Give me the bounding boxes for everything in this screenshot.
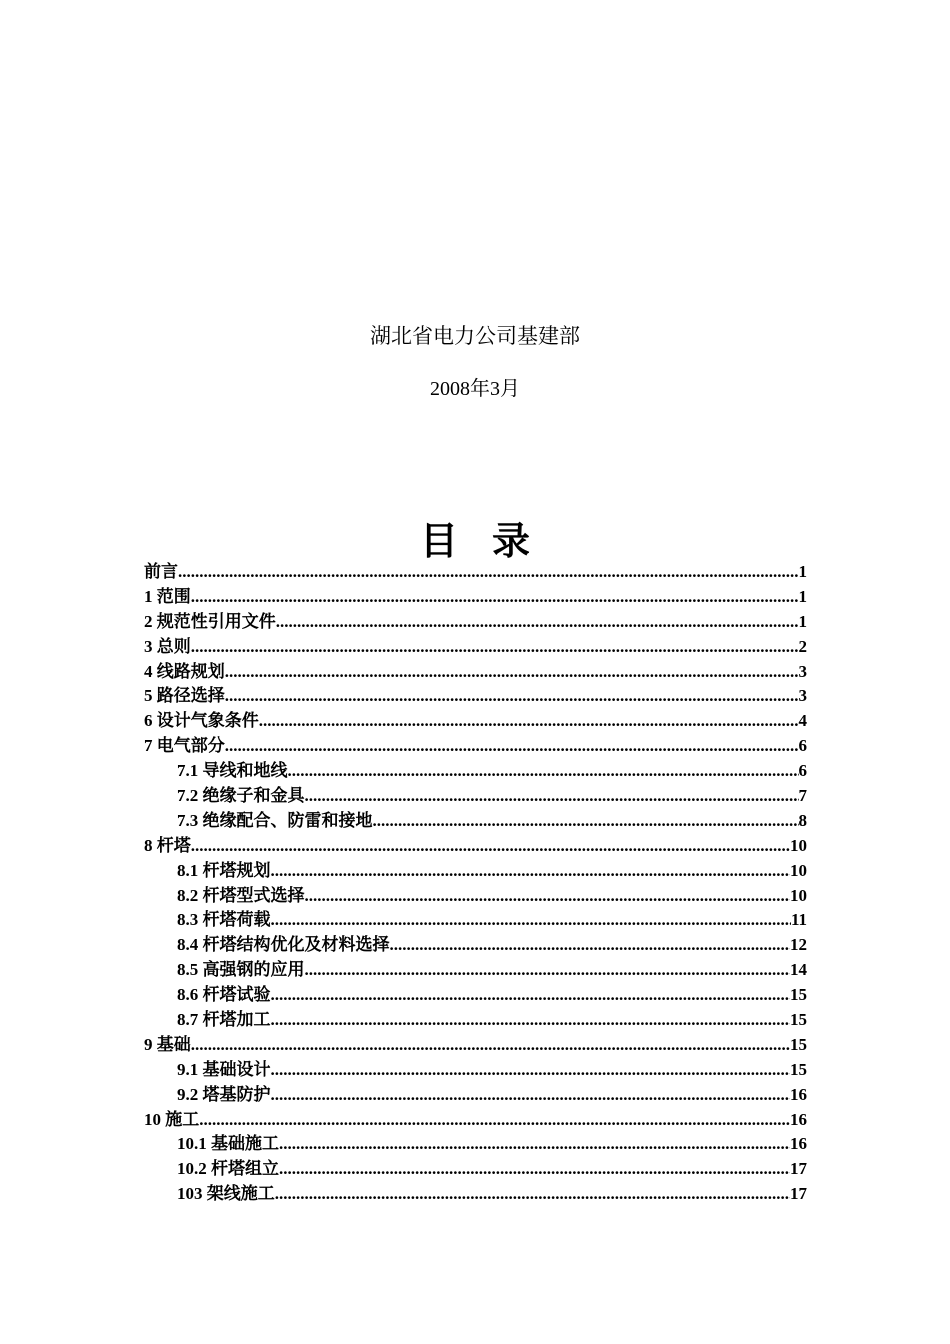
toc-entry[interactable] xyxy=(144,709,807,734)
toc-leader-dots xyxy=(390,933,791,958)
toc-entry[interactable] xyxy=(144,560,807,585)
toc-leader-dots xyxy=(199,1108,790,1133)
toc-leader-dots xyxy=(271,1008,791,1033)
toc-leader-dots xyxy=(271,1083,791,1108)
toc-entry[interactable] xyxy=(144,734,807,759)
toc-entry[interactable] xyxy=(144,784,807,809)
toc-entry-label: 1 范围 xyxy=(144,586,191,606)
toc-entry[interactable] xyxy=(144,1157,807,1182)
toc-entry-page: 17 xyxy=(790,1159,807,1179)
toc-entry-label: 9.2 塔基防护 xyxy=(177,1084,271,1104)
organization-name: 湖北省电力公司基建部 xyxy=(370,324,580,348)
toc-title: 目录 xyxy=(419,521,564,563)
toc-leader-dots xyxy=(225,660,799,685)
toc-entry-label: 8.6 杆塔试验 xyxy=(177,985,271,1005)
toc-leader-dots xyxy=(276,610,799,635)
toc-leader-dots xyxy=(305,958,791,983)
toc-leader-dots xyxy=(279,1132,790,1157)
toc-entry[interactable] xyxy=(144,1058,807,1083)
toc-entry[interactable] xyxy=(144,1132,807,1157)
toc-entry-page: 11 xyxy=(790,910,807,930)
toc-leader-dots xyxy=(178,560,799,585)
toc-entry[interactable] xyxy=(144,1008,807,1033)
toc-entry-page: 10 xyxy=(790,885,807,905)
toc-entry-page: 6 xyxy=(798,761,807,781)
toc-entry-page: 10 xyxy=(790,860,807,880)
toc-leader-dots xyxy=(288,759,799,784)
toc-entry[interactable] xyxy=(144,983,807,1008)
toc-entry[interactable] xyxy=(144,684,807,709)
toc-entry-label: 前言 xyxy=(144,562,178,581)
toc-leader-dots xyxy=(271,1058,791,1083)
toc-leader-dots xyxy=(225,734,799,759)
toc-entry[interactable] xyxy=(144,1033,807,1058)
toc-entry-page: 17 xyxy=(790,1184,807,1204)
toc-entry-page: 3 xyxy=(798,686,807,706)
toc-entry[interactable] xyxy=(144,635,807,660)
toc-entry-page: 14 xyxy=(790,960,807,980)
toc-entry[interactable] xyxy=(144,1108,807,1133)
toc-entry-label: 9 基础 xyxy=(144,1034,191,1054)
toc-entry-label: 10 施工 xyxy=(144,1109,200,1129)
toc-leader-dots xyxy=(271,983,791,1008)
toc-entry-label: 8.3 杆塔荷载 xyxy=(177,910,271,930)
toc-entry-label: 7.1 导线和地线 xyxy=(177,761,288,781)
toc-leader-dots xyxy=(271,908,791,933)
toc-leader-dots xyxy=(305,784,799,809)
toc-entry[interactable] xyxy=(144,859,807,884)
toc-entry-label: 6 设计气象条件 xyxy=(144,711,259,731)
toc-entry-page: 15 xyxy=(790,1034,807,1054)
toc-entry-page: 3 xyxy=(798,661,807,681)
toc-entry[interactable] xyxy=(144,958,807,983)
toc-entry-label: 10.2 杆塔组立 xyxy=(177,1159,279,1179)
toc-entry-label: 8.4 杆塔结构优化及材料选择 xyxy=(177,935,390,955)
toc-leader-dots xyxy=(225,684,799,709)
toc-entry-page: 15 xyxy=(790,1059,807,1079)
toc-entry-page: 15 xyxy=(790,1010,807,1030)
toc-leader-dots xyxy=(191,635,799,660)
toc-entry-label: 8.7 杆塔加工 xyxy=(177,1010,271,1030)
toc-entry-page: 10 xyxy=(790,835,807,855)
toc-entry-page: 4 xyxy=(798,711,807,731)
toc-entry[interactable] xyxy=(144,1182,807,1207)
toc-leader-dots xyxy=(191,1033,790,1058)
toc-entry[interactable] xyxy=(144,1083,807,1108)
toc-leader-dots xyxy=(305,884,791,909)
toc-entry-page: 7 xyxy=(798,786,807,806)
toc-entry[interactable] xyxy=(144,660,807,685)
toc-leader-dots xyxy=(279,1157,790,1182)
toc-leader-dots xyxy=(271,859,791,884)
toc-leader-dots xyxy=(191,834,790,859)
document-date: 2008年3月 xyxy=(430,378,520,400)
toc-entry[interactable] xyxy=(144,809,807,834)
toc-leader-dots xyxy=(191,585,799,610)
toc-entry-page: 6 xyxy=(798,736,807,756)
toc-entry-label: 5 路径选择 xyxy=(144,686,225,706)
toc-entry[interactable] xyxy=(144,908,807,933)
toc-entry-label: 9.1 基础设计 xyxy=(177,1059,271,1079)
toc-entry[interactable] xyxy=(144,884,807,909)
toc-entry-label: 8 杆塔 xyxy=(144,835,191,855)
toc-entry-label: 7 电气部分 xyxy=(144,736,225,756)
toc-entry-page: 1 xyxy=(798,611,807,631)
toc-entry-page: 16 xyxy=(790,1109,807,1129)
toc-entry-label: 8.2 杆塔型式选择 xyxy=(177,885,305,905)
toc-entry[interactable] xyxy=(144,933,807,958)
toc-entry-page: 1 xyxy=(798,586,807,606)
toc-entry-page: 8 xyxy=(798,810,807,830)
toc-entry-label: 10.1 基础施工 xyxy=(177,1134,279,1154)
toc-leader-dots xyxy=(259,709,799,734)
toc-entry-page: 12 xyxy=(790,935,807,955)
toc-entry[interactable] xyxy=(144,585,807,610)
toc-entry-label: 103 架线施工 xyxy=(177,1184,275,1204)
toc-entry-label: 4 线路规划 xyxy=(144,661,225,681)
toc-entry-page: 15 xyxy=(790,985,807,1005)
toc-entry-label: 8.5 高强钢的应用 xyxy=(177,960,305,980)
toc-leader-dots xyxy=(275,1182,790,1207)
toc-entry-page: 2 xyxy=(798,636,807,656)
toc-entry[interactable] xyxy=(144,610,807,635)
toc-entry-label: 7.2 绝缘子和金具 xyxy=(177,786,305,806)
toc-leader-dots xyxy=(373,809,799,834)
toc-entry-label: 8.1 杆塔规划 xyxy=(177,860,271,880)
table-of-contents xyxy=(144,560,807,1207)
toc-entry-page: 1 xyxy=(798,562,807,581)
toc-entry-label: 7.3 绝缘配合、防雷和接地 xyxy=(177,810,373,830)
toc-entry[interactable] xyxy=(144,759,807,784)
toc-entry[interactable] xyxy=(144,834,807,859)
toc-entry-label: 2 规范性引用文件 xyxy=(144,611,276,631)
toc-entry-page: 16 xyxy=(790,1134,807,1154)
toc-entry-label: 3 总则 xyxy=(144,636,191,656)
toc-entry-page: 16 xyxy=(790,1084,807,1104)
